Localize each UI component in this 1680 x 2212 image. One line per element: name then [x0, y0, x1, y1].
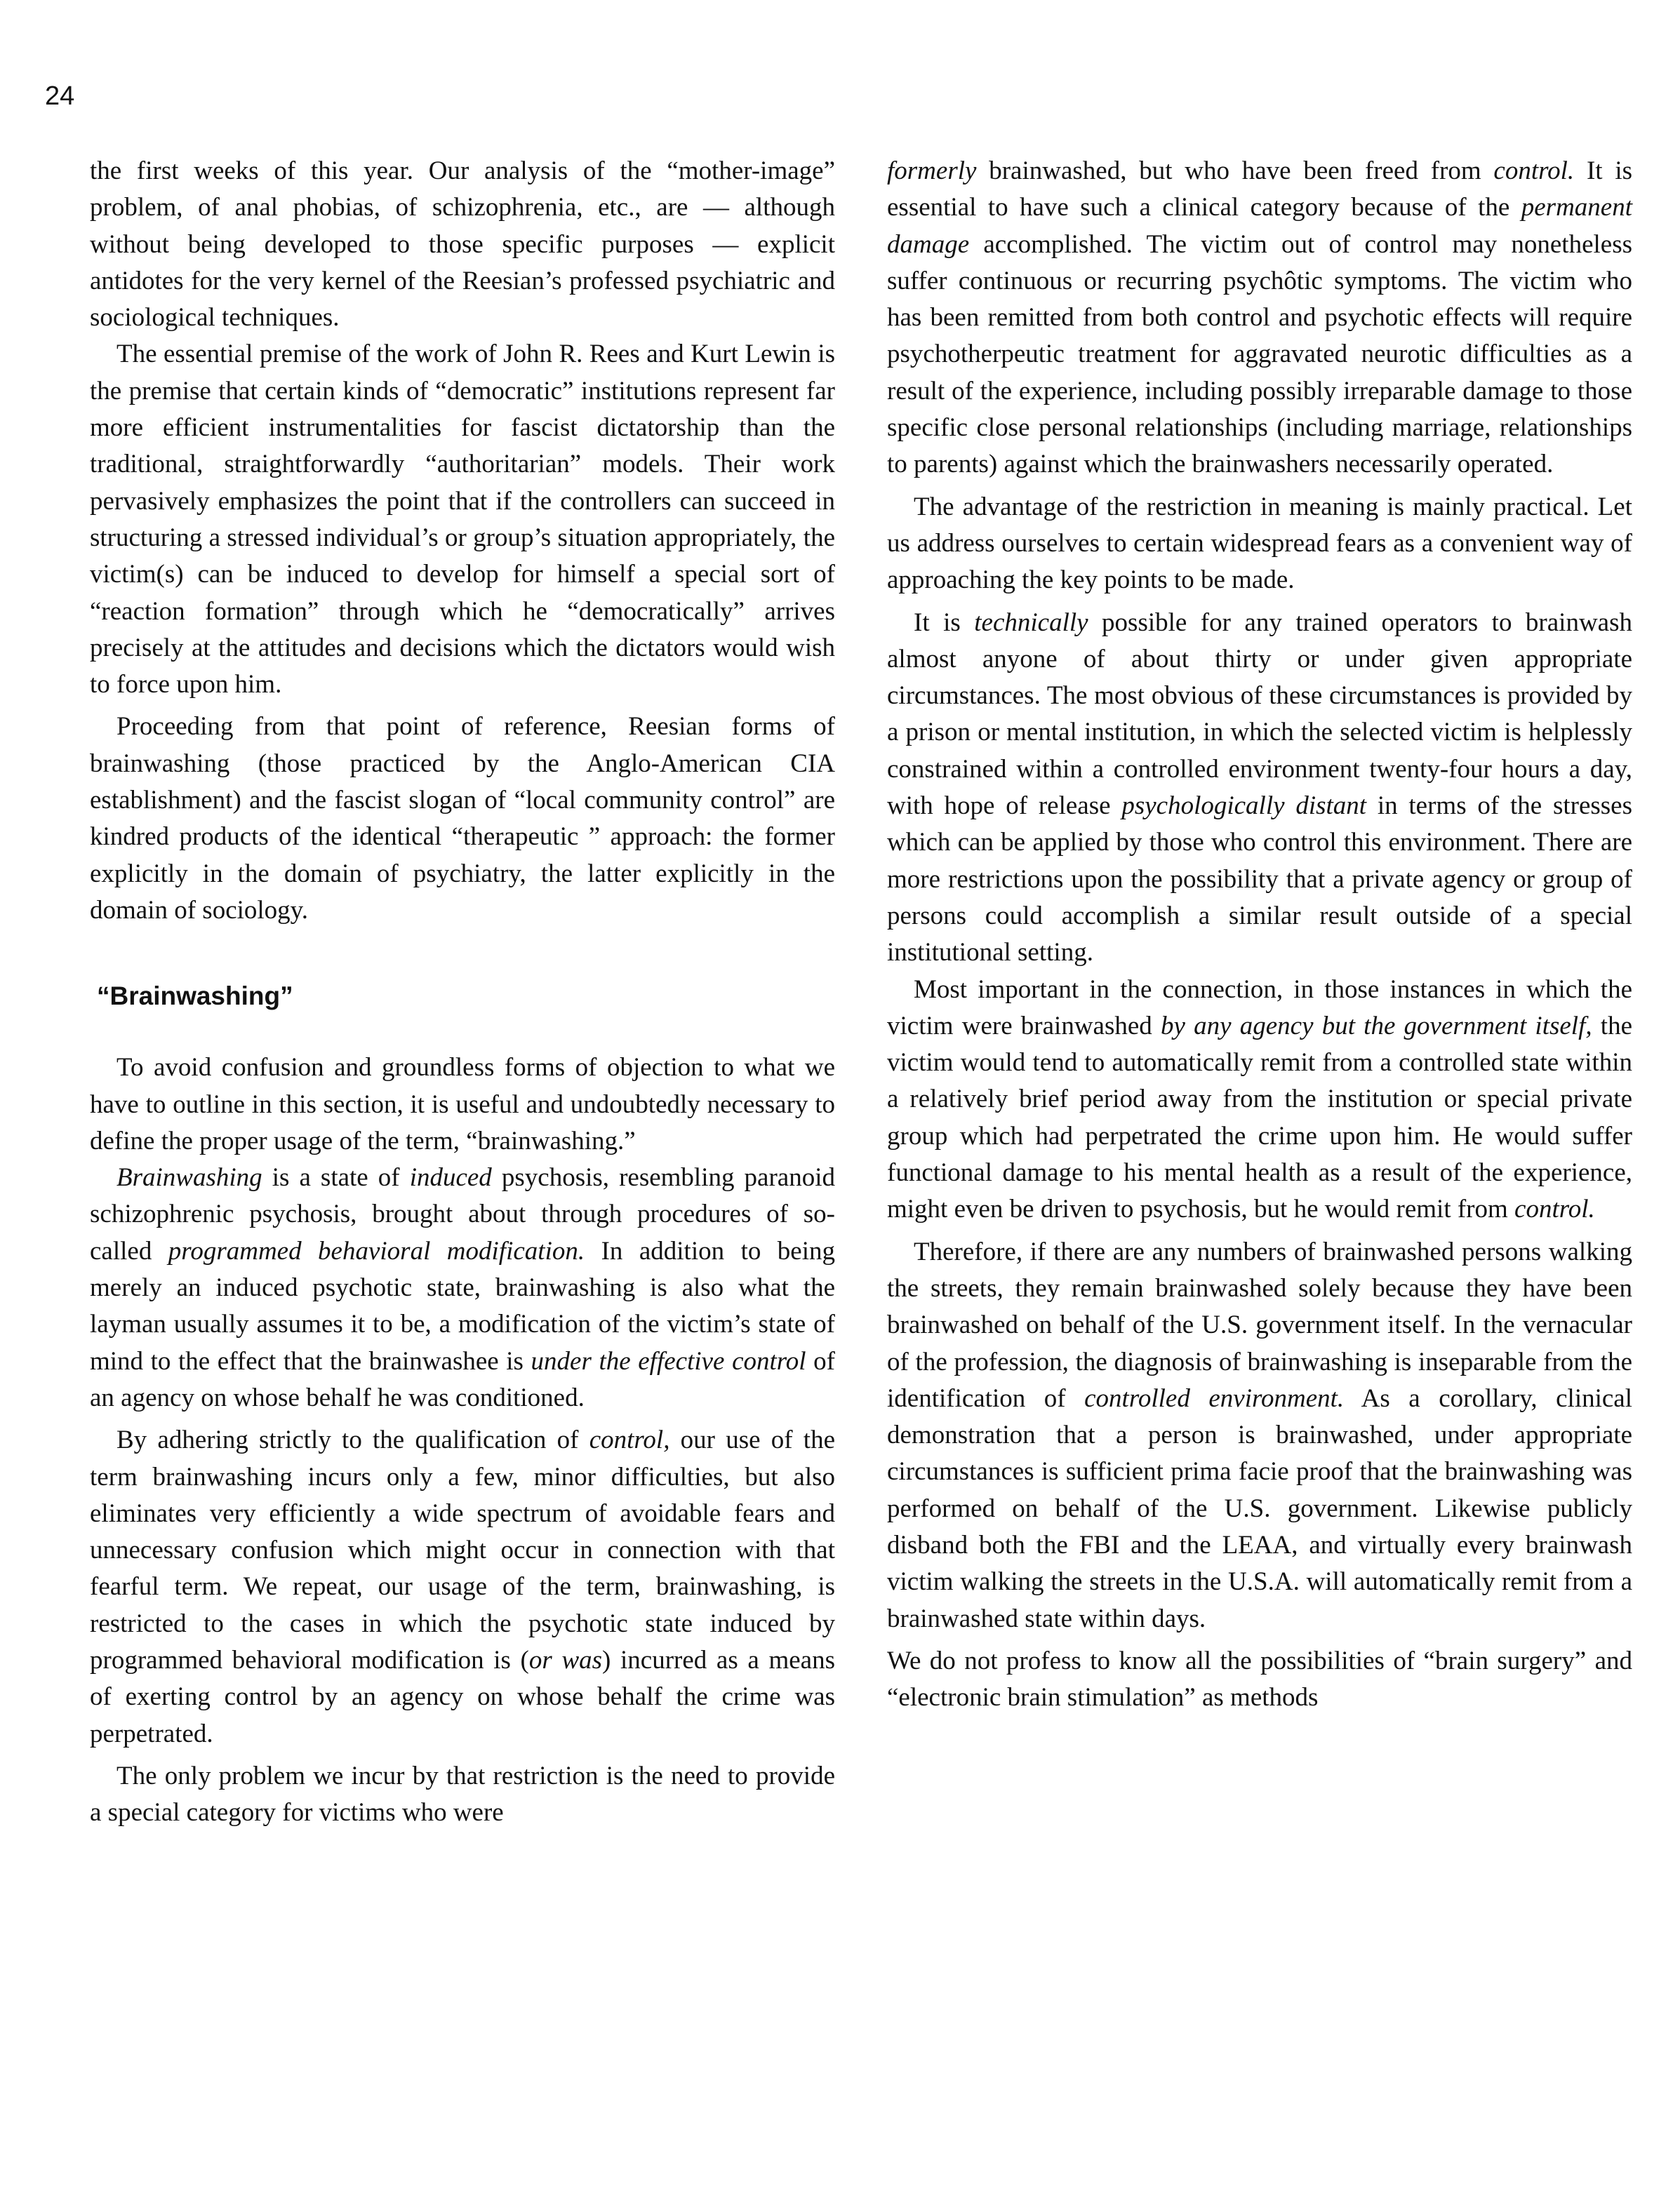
text-run: under the effective control — [531, 1346, 806, 1376]
text-run: our use of the term brainwashing incurs only a few, minor difficulties, but also eliminates very efficiently a wide spectrum of avoidable fears and unnecessary confusion which might occur in connection with that fearful term. We repeat, our usage of the term, brainwashing, is restricted to the cases in which the psychotic state induced by programmed behavioral modification is ( — [90, 1426, 835, 1675]
text-run: possible for any trained operators to brainwash almost anyone of about thirty or under given appropriate circumstances. The most obvious of these circumstances is provided by a prison or mental institution, in which the selected victim is helplessly constrained within a controlled environment twenty-four hours a day, with hope of release — [887, 608, 1632, 821]
left-paragraph-5 — [90, 1160, 835, 1416]
text-run: the victim would tend to automatically remit from a controlled state within a relatively brief period away from the institution or special private group which had perpetrated the crime upon him. He would suffer functional damage to his mental health as a result of the experience, might even be driven to psychosis, but he would remit from — [887, 1011, 1633, 1224]
left-paragraph-1: the first weeks of this year. Our analysis of the “mother-image” problem, of anal phobias, of schizophrenia, etc., are — although without being developed to those specific purposes — explicit antidotes for the very kernel of the Reesian’s professed psychiatric and sociological techniques. — [90, 156, 835, 333]
left-paragraph-3: Proceeding from that point of reference, Reesian forms of brainwashing (those practiced by the Anglo-American CIA establishment) and the fascist slogan of “local community control” are kindred products of the identical “therapeutic ” approach: the former explicitly in the domain of psychiatry, the latter explicitly in the domain of sociology. — [90, 712, 835, 925]
text-run: It is — [914, 608, 975, 637]
text-run: formerly — [887, 156, 977, 185]
page-number: 24 — [45, 81, 75, 111]
right-paragraph-6: We do not profess to know all the possibilities of “brain surgery” and “electronic brain stimulation” as methods — [887, 1646, 1632, 1712]
right-paragraph-3 — [887, 605, 1632, 972]
text-run: As a corollary, clinical demonstration that a person is brainwashed, under appropriate circumstances is sufficient prima facie proof that the brainwashing was performed on behalf of the U.S. government. Likewise publicly disband both the FBI and the LEAA, and virtually every brainwash victim walking the streets in the U.S.A. will automatically remit from a brainwashed state within days. — [887, 1383, 1632, 1633]
text-run: control. — [1514, 1195, 1595, 1224]
text-run: control. — [1493, 156, 1575, 185]
text-run: by any agency but the government itself, — [1161, 1011, 1592, 1040]
text-run: psychosis, resembling paranoid schizophrenic psychosis, brought about through procedures of so-called — [90, 1163, 835, 1266]
text-run: psychologically distant — [1121, 791, 1367, 821]
text-run: induced — [409, 1163, 492, 1193]
text-run: brainwashed, but who have been freed from — [976, 156, 1494, 185]
left-column — [90, 153, 835, 1831]
text-run: control, — [589, 1426, 670, 1455]
text-run: ) incurred as a means of exerting control by an agency on whose behalf the crime was perpetrated. — [90, 1645, 836, 1748]
text-run: Most important in the connection, in those instances in which the victim were brainwashed — [887, 974, 1632, 1040]
text-run: programmed behavioral modification. — [168, 1236, 585, 1266]
right-column — [887, 153, 1632, 1716]
text-run: In addition to being merely an induced psychotic state, brainwashing is also what the layman usually assumes it to be, a modification of the victim’s state of mind to the effect that the brainwashee is — [90, 1236, 836, 1376]
left-paragraph-6 — [90, 1422, 835, 1752]
text-run: permanent damage — [887, 193, 1632, 259]
left-paragraph-2: The essential premise of the work of John R. Rees and Kurt Lewin is the premise that certain kinds of “democratic” institutions represent far more efficient instrumentalities for fascist dictatorship than the traditional, straightforwardly “authoritarian” models. Their work pervasively emphasizes the point that if the controllers can succeed in structuring a stressed individual’s or group’s situation appropriately, the victim(s) can be induced to develop for himself a special sort of “reaction formation” through which he “democratically” arrives precisely at the attitudes and decisions which the dictators would wish to force upon him. — [90, 340, 835, 699]
section-heading: “Brainwashing” — [97, 981, 293, 1011]
text-run: It is essential to have such a clinical category because of the — [887, 156, 1633, 222]
text-run: or was — [528, 1645, 603, 1675]
right-paragraph-1 — [887, 153, 1632, 483]
left-paragraph-7: The only problem we incur by that restriction is the need to provide a special category for victims who were — [90, 1761, 835, 1828]
text-run: controlled environment. — [1084, 1383, 1345, 1413]
left-paragraph-4: To avoid confusion and groundless forms of objection to what we have to outline in this section, it is useful and undoubtedly necessary to define the proper usage of the term, “brainwashing.” — [90, 1053, 835, 1155]
text-run: is a state of — [262, 1163, 410, 1193]
text-run: of an agency on whose behalf he was conditioned. — [90, 1346, 835, 1412]
text-run: accomplished. The victim out of control may nonetheless suffer continuous or recurring psychôtic symptoms. The victim who has been remitted from both control and psychotic effects will require psychotherpeutic treatment for aggravated neurotic difficulties as a result of the experience, including possibly irreparable damage to those specific close personal relationships (including marriage, relationships to parents) against which the brainwashers necessarily operated. — [887, 229, 1632, 479]
text-run: technically — [974, 608, 1088, 637]
text-run: in terms of the stresses which can be applied by those who control this environment. There are more restrictions upon the possibility that a private agency or group of persons could accomplish a similar result outside of a special institutional setting. — [887, 791, 1632, 967]
right-paragraph-5 — [887, 1234, 1632, 1637]
right-paragraph-4 — [887, 972, 1632, 1228]
text-run: By adhering strictly to the qualification of — [116, 1426, 589, 1455]
right-paragraph-2: The advantage of the restriction in meaning is mainly practical. Let us address ourselves to certain widespread fears as a convenient way of approaching the key points to be made. — [887, 492, 1632, 595]
text-run: Therefore, if there are any numbers of brainwashed persons walking the streets, they remain brainwashed solely because they have been brainwashed on behalf of the U.S. government itself. In the vernacular of the profession, the diagnosis of brainwashing is inseparable from the identification of — [887, 1237, 1632, 1413]
p5-term: Brainwashing — [116, 1163, 262, 1193]
